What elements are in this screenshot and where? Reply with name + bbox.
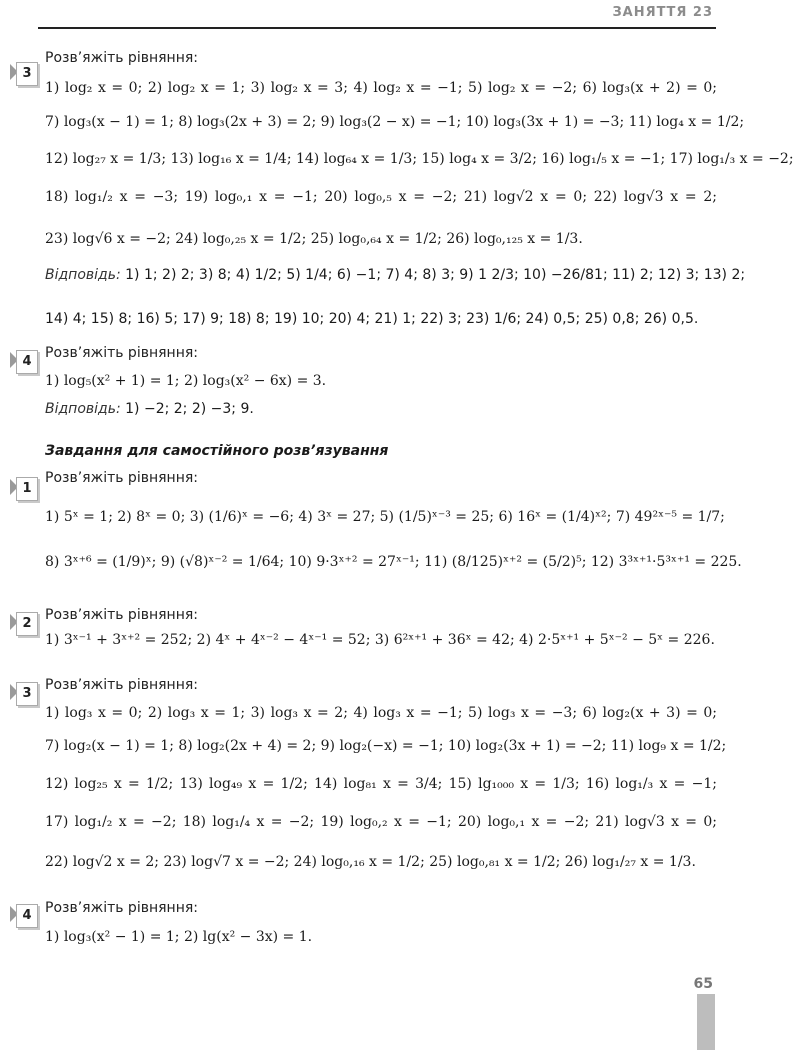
answer-line	[45, 266, 746, 284]
exercise-number-badge	[10, 350, 36, 372]
task-instruction: Розв’яжіть рівняння:	[45, 470, 198, 486]
equation-line: 23) log√6 x = −2; 24) log₀,₂₅ x = 1/2; 25) log₀,₆₄ x = 1/2; 26) log₀,₁₂₅ x = 1/3.	[45, 231, 583, 247]
equation-line: 22) log√2 x = 2; 23) log√7 x = −2; 24) log₀,₁₆ x = 1/2; 25) log₀,₈₁ x = 1/2; 26) log₁/₂₇ x = 1/3.	[45, 854, 696, 870]
equation-line: 1) 5ˣ = 1; 2) 8ˣ = 0; 3) (1/6)ˣ = −6; 4) 3ˣ = 27; 5) (1/5)ˣ⁻³ = 25; 6) 16ˣ = (1/4)ˣ²; 7) 49²ˣ⁻⁵ = 1/7;	[45, 509, 725, 525]
equation-line: 1) log₅(x² + 1) = 1; 2) log₃(x² − 6x) = 3.	[45, 373, 327, 389]
badge-number: 4	[16, 904, 38, 928]
task-number-badge	[10, 477, 36, 499]
badge-number: 1	[16, 477, 38, 501]
badge-number: 2	[16, 612, 38, 636]
badge-number: 4	[16, 350, 38, 374]
exercise-number-badge	[10, 62, 36, 84]
task-number-badge	[10, 612, 36, 634]
answer-text: 1) 1; 2) 2; 3) 8; 4) 1/2; 5) 1/4; 6) −1; 7) 4; 8) 3; 9) 1 2/3; 10) −26/81; 11) 2; 12) 3; 13) 2;	[125, 267, 746, 283]
equation-line: 12) log₂₅ x = 1/2; 13) log₄₉ x = 1/2; 14) log₈₁ x = 3/4; 15) lg₁₀₀₀ x = 1/3; 16) log₁/₃ x = −1;	[45, 776, 717, 792]
exercise-instruction: Розв’яжіть рівняння:	[45, 50, 198, 66]
lesson-title: ЗАНЯТТЯ 23	[612, 5, 713, 20]
task-number-badge	[10, 682, 36, 704]
answer-text: 1) −2; 2; 2) −3; 9.	[125, 401, 254, 417]
header-rule	[38, 27, 716, 29]
equation-line: 8) 3ˣ⁺⁶ = (1/9)ˣ; 9) (√8)ˣ⁻² = 1/64; 10) 9·3ˣ⁺² = 27ˣ⁻¹; 11) (8/125)ˣ⁺² = (5/2)⁵; 12) 3³ˣ⁺¹·5³ˣ⁺¹ = 225.	[45, 554, 742, 570]
task-number-badge	[10, 904, 36, 926]
equation-line: 1) log₃(x² − 1) = 1; 2) lg(x² − 3x) = 1.	[45, 929, 313, 945]
task-instruction: Розв’яжіть рівняння:	[45, 900, 198, 916]
section-title: Завдання для самостійного розв’язування	[45, 443, 389, 459]
task-instruction: Розв’яжіть рівняння:	[45, 607, 198, 623]
equation-line: 7) log₂(x − 1) = 1; 8) log₂(2x + 4) = 2; 9) log₂(−x) = −1; 10) log₂(3x + 1) = −2; 11) log₉ x = 1/2;	[45, 738, 727, 754]
answer-label: Відповідь:	[45, 401, 121, 417]
task-instruction: Розв’яжіть рівняння:	[45, 677, 198, 693]
equation-line: 17) log₁/₂ x = −2; 18) log₁/₄ x = −2; 19) log₀,₂ x = −1; 20) log₀,₁ x = −2; 21) log√3 x = 0;	[45, 814, 717, 830]
answer-label: Відповідь:	[45, 267, 121, 283]
equation-line: 1) 3ˣ⁻¹ + 3ˣ⁺² = 252; 2) 4ˣ + 4ˣ⁻² − 4ˣ⁻¹ = 52; 3) 6²ˣ⁺¹ + 36ˣ = 42; 4) 2·5ˣ⁺¹ + 5ˣ⁻² − 5ˣ = 226.	[45, 632, 715, 648]
page-number: 65	[693, 976, 713, 992]
equation-line: 1) log₃ x = 0; 2) log₃ x = 1; 3) log₃ x = 2; 4) log₃ x = −1; 5) log₃ x = −3; 6) log₂(x + 3) = 0;	[45, 705, 717, 721]
page-margin-tab	[697, 994, 715, 1050]
equation-line: 1) log₂ x = 0; 2) log₂ x = 1; 3) log₂ x = 3; 4) log₂ x = −1; 5) log₂ x = −2; 6) log₃(x + 2) = 0;	[45, 80, 717, 96]
equation-line: 7) log₃(x − 1) = 1; 8) log₃(2x + 3) = 2; 9) log₃(2 − x) = −1; 10) log₃(3x + 1) = −3; 11) log₄ x = 1/2;	[45, 114, 745, 130]
equation-line: 12) log₂₇ x = 1/3; 13) log₁₆ x = 1/4; 14) log₆₄ x = 1/3; 15) log₄ x = 3/2; 16) log₁/₅ x = −1; 17) log₁/₃ x = −2;	[45, 151, 794, 167]
exercise-instruction: Розв’яжіть рівняння:	[45, 345, 198, 361]
badge-number: 3	[16, 682, 38, 706]
answer-line	[45, 400, 717, 418]
answer-line: 14) 4; 15) 8; 16) 5; 17) 9; 18) 8; 19) 10; 20) 4; 21) 1; 22) 3; 23) 1/6; 24) 0,5; 25) 0,8; 26) 0,5.	[45, 311, 699, 327]
equation-line: 18) log₁/₂ x = −3; 19) log₀,₁ x = −1; 20) log₀,₅ x = −2; 21) log√2 x = 0; 22) log√3 x = 2;	[45, 189, 717, 205]
badge-number: 3	[16, 62, 38, 86]
